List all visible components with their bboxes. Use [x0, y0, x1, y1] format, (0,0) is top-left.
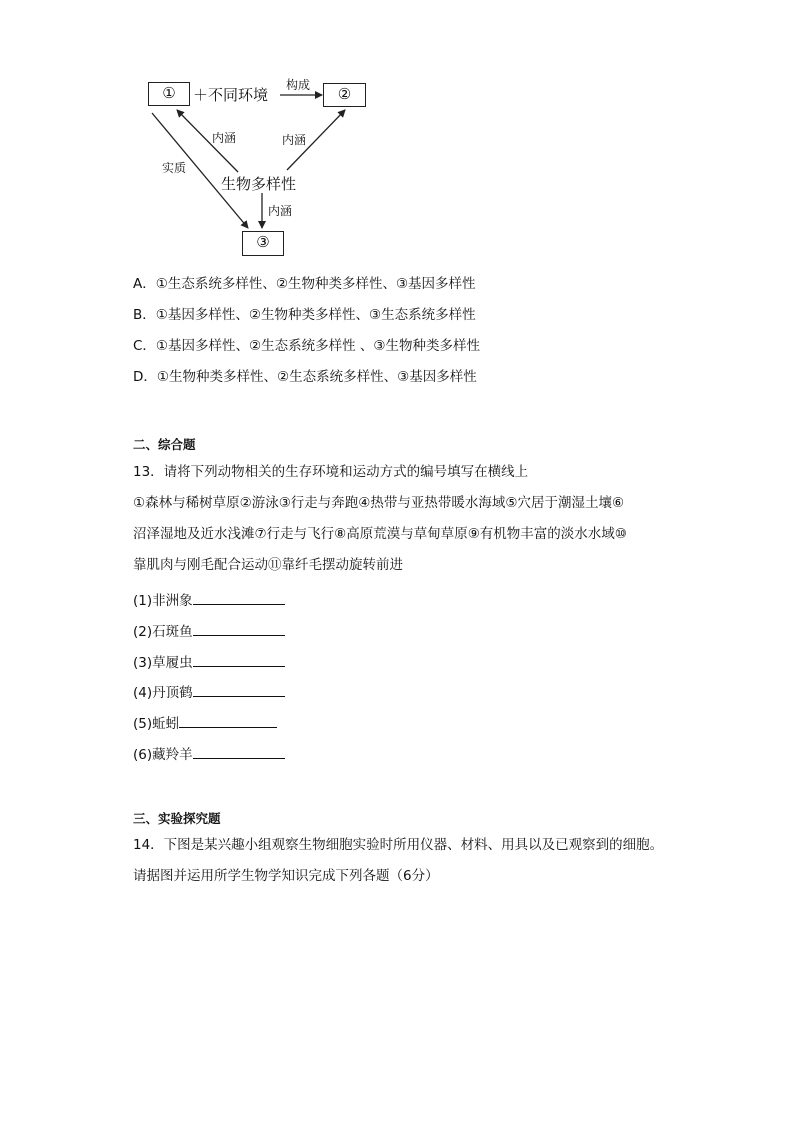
question-13-line-1: ①森林与稀树草原②游泳③行走与奔跑④热带与亚热带暖水海域⑤穴居于潮湿土壤⑥: [133, 495, 625, 511]
answer-item-3: [133, 652, 285, 672]
connotation-label-1: 内涵: [212, 131, 237, 145]
answer-item-label: (6)藏羚羊: [133, 747, 193, 763]
question-13-stem: 13．请将下列动物相关的生存环境和运动方式的编号填写在横线上: [133, 464, 529, 480]
answer-blank[interactable]: [193, 682, 285, 697]
answer-blank[interactable]: [179, 713, 277, 728]
option-c: C．①基因多样性、②生态系统多样性 、③生物种类多样性: [133, 338, 481, 354]
biodiversity-diagram: [0, 0, 794, 270]
option-d: D．①生物种类多样性、②生态系统多样性、③基因多样性: [133, 369, 477, 385]
answer-item-6: [133, 744, 285, 764]
essence-label: 实质: [162, 161, 187, 175]
section-2-title: 二、综合题: [133, 437, 196, 452]
connotation-label-3: 内涵: [268, 204, 293, 218]
biodiversity-center-label: 生物多样性: [221, 175, 297, 193]
box-2: ②: [323, 83, 366, 107]
question-13-line-3: 靠肌肉与刚毛配合运动⑪靠纤毛摆动旋转前进: [133, 557, 403, 573]
section-3-title: 三、实验探究题: [133, 811, 221, 826]
constitute-label: 构成: [286, 78, 311, 92]
question-13-line-2: 沼泽湿地及近水浅滩⑦行走与飞行⑧高原荒漠与草甸草原⑨有机物丰富的淡水水域⑩: [133, 526, 627, 542]
answer-item-label: (2)石斑鱼: [133, 624, 193, 640]
box-1: ①: [148, 82, 190, 106]
connotation-label-2: 内涵: [282, 133, 307, 147]
question-14-line-2: 请据图并运用所学生物学知识完成下列各题（6分）: [133, 868, 439, 884]
answer-blank[interactable]: [193, 621, 285, 636]
answer-item-label: (5)蚯蚓: [133, 716, 180, 732]
answer-blank[interactable]: [193, 590, 285, 605]
answer-item-1: [133, 590, 285, 610]
diagram-arrows: [0, 0, 794, 270]
plus-environment-label: ＋不同环境: [193, 86, 269, 104]
option-a: A．①生态系统多样性、②生物种类多样性、③基因多样性: [133, 276, 476, 292]
answer-blank[interactable]: [193, 744, 285, 759]
answer-item-5: [133, 713, 277, 733]
answer-item-label: (3)草履虫: [133, 655, 193, 671]
answer-item-label: (1)非洲象: [133, 593, 193, 609]
answer-item-2: [133, 621, 285, 641]
option-b: B．①基因多样性、②生物种类多样性、③生态系统多样性: [133, 307, 476, 323]
box-3: ③: [242, 231, 284, 256]
answer-item-4: [133, 682, 285, 702]
question-14-line-1: 14．下图是某兴趣小组观察生物细胞实验时所用仪器、材料、用具以及已观察到的细胞。: [133, 837, 664, 853]
answer-item-label: (4)丹顶鹤: [133, 685, 193, 701]
answer-blank[interactable]: [193, 652, 285, 667]
